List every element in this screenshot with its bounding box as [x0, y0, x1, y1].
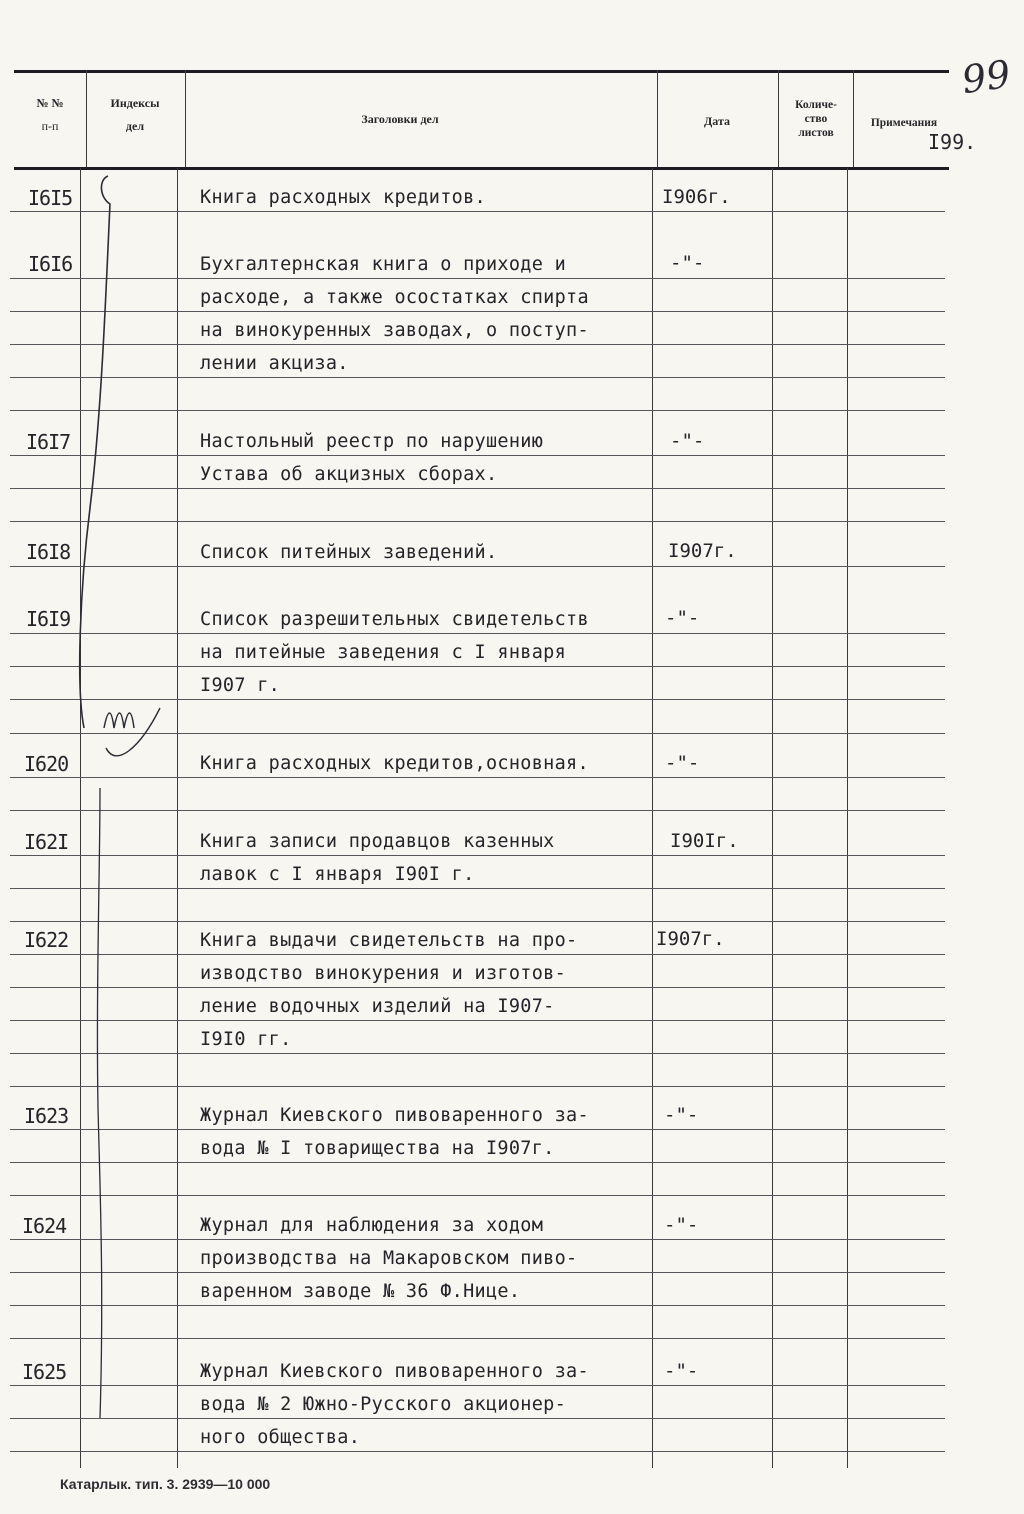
header-index — [90, 96, 180, 134]
entry-title — [200, 248, 660, 380]
entry-title-line: на винокуренных заводах, о поступ- — [200, 320, 589, 341]
entry-number: I620 — [24, 752, 69, 776]
header-index-line2: дел — [125, 119, 145, 133]
entry-title — [200, 181, 660, 214]
entry-title-line: ного общества. — [200, 1427, 361, 1448]
entry-title-line: ление водочных изделий на I907- — [200, 996, 555, 1017]
entry-title-line: расходе, а также осостатках спирта — [200, 287, 589, 308]
entry-title-line: Книга выдачи свидетельств на про- — [200, 930, 578, 951]
entry-number: I6I9 — [26, 607, 71, 631]
entry-date: -"- — [670, 430, 705, 452]
entry-number: I6I6 — [28, 252, 73, 276]
header-num-line2: п-п — [41, 119, 59, 133]
entry-date: I907г. — [668, 540, 737, 562]
col-divider-3 — [657, 70, 658, 167]
entry-title — [200, 1099, 660, 1165]
entry-title — [200, 747, 660, 780]
entry-title-line: Устава об акцизных сборах. — [200, 464, 498, 485]
header-count — [780, 98, 852, 140]
entry-title — [200, 1209, 660, 1308]
entry-title-line: Журнал Киевского пивоваренного за- — [200, 1361, 589, 1382]
header-count-line2: ство — [804, 113, 828, 125]
header-num — [20, 96, 80, 134]
printer-footer: Катарлык. тип. 3. 2939—10 000 — [60, 1476, 271, 1492]
col-divider-4 — [778, 70, 779, 167]
body-divider-5 — [847, 168, 848, 1468]
entry-date: -"- — [670, 252, 705, 274]
entry-date: -"- — [665, 752, 700, 774]
entry-title-line: Книга расходных кредитов. — [200, 187, 486, 208]
entry-title-line: вода № I товарищества на I907г. — [200, 1138, 555, 1159]
header-top-rule — [14, 70, 949, 73]
entry-title-line: Книга расходных кредитов,основная. — [200, 753, 589, 774]
entry-title-line: вода № 2 Южно-Русского акционер- — [200, 1394, 567, 1415]
entry-title-line: лавок с I января I90I г. — [200, 864, 475, 885]
entry-title-line: лении акциза. — [200, 353, 349, 374]
entry-title — [200, 924, 660, 1056]
header-date: Дата — [704, 114, 730, 128]
entry-number: I625 — [22, 1360, 67, 1384]
sheet-number: I99. — [928, 130, 977, 154]
entry-title-line: производства на Макаровском пиво- — [200, 1248, 578, 1269]
entry-title — [200, 425, 660, 491]
entry-date: I907г. — [656, 928, 725, 950]
header-count-line1: Количе- — [795, 99, 837, 111]
entry-title — [200, 825, 660, 891]
entry-title — [200, 1355, 660, 1454]
entry-title-line: Настольный реестр по нарушению — [200, 431, 544, 452]
entry-title-line: I907 г. — [200, 675, 281, 696]
body-divider-4 — [772, 168, 773, 1468]
entry-date: -"- — [664, 1104, 699, 1126]
entry-date: I90Iг. — [670, 830, 739, 852]
entry-date: -"- — [664, 1360, 699, 1382]
entry-number: I6I5 — [28, 186, 73, 210]
entry-date: -"- — [664, 1214, 699, 1236]
entry-title-line: варенном заводе № 36 Ф.Нице. — [200, 1281, 521, 1302]
handwritten-page-number: 99 — [959, 51, 1014, 103]
header-notes: Примечания — [870, 117, 938, 129]
entry-date: -"- — [665, 607, 700, 629]
entry-number: I624 — [22, 1214, 67, 1238]
entry-number: I6I7 — [26, 430, 71, 454]
entry-title — [200, 603, 660, 702]
entry-number: I622 — [24, 928, 69, 952]
handwritten-bracket — [60, 168, 180, 1468]
entry-title-line: изводство винокурения и изготов- — [200, 963, 567, 984]
entry-title-line: Бухгалтернская книга о приходе и — [200, 254, 567, 275]
entry-title-line: Книга записи продавцов казенных — [200, 831, 555, 852]
entry-date: I906г. — [662, 186, 731, 208]
col-divider-2 — [185, 70, 186, 167]
entry-title — [200, 536, 660, 569]
entry-title-line: I9I0 гг. — [200, 1029, 292, 1050]
entry-title-line: Журнал Киевского пивоваренного за- — [200, 1105, 589, 1126]
header-count-line3: листов — [798, 127, 834, 139]
entry-title-line: Список разрешительных свидетельств — [200, 609, 589, 630]
header-title: Заголовки дел — [361, 112, 439, 126]
entry-title-line: Список питейных заведений. — [200, 542, 498, 563]
header-index-line1: Индексы — [110, 96, 160, 110]
col-divider-1 — [86, 70, 87, 167]
entry-number: I62I — [24, 830, 69, 854]
entry-title-line: на питейные заведения с I января — [200, 642, 567, 663]
header-num-line1: № № — [36, 96, 64, 110]
entry-title-line: Журнал для наблюдения за ходом — [200, 1215, 544, 1236]
entry-number: I623 — [24, 1104, 69, 1128]
entry-number: I6I8 — [26, 540, 71, 564]
